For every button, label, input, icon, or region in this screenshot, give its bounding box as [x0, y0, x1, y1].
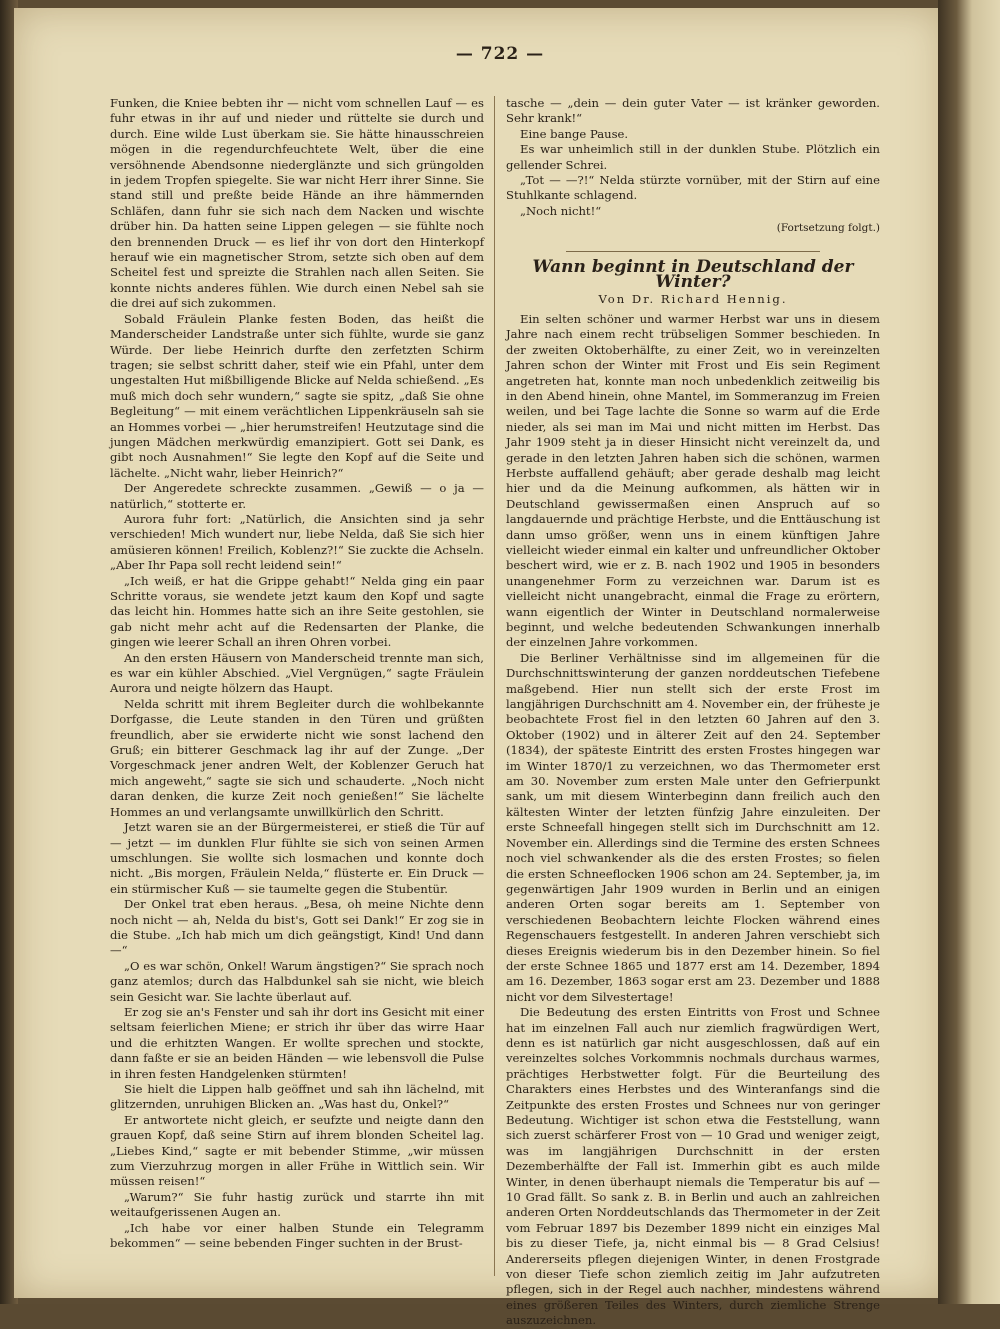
left-column	[110, 96, 484, 1276]
column-rule	[494, 96, 495, 1276]
page-number: — 722 —	[455, 44, 545, 64]
section-divider	[566, 251, 820, 252]
next-page-edge	[938, 0, 1000, 1304]
story-paragraph: Jetzt waren sie an der Bürgermeisterei, er stieß die Tür auf — jetzt — im dunklen Flur fühlte sie sich von seinen Armen umschlungen. Sie wollte sich losmachen und konnte doch nicht. „Bis morgen, Fräulein Nelda,“ flüsterte er. Ein Druck — ein stürmischer Kuß — sie taumelte gegen die Stubentür.	[110, 820, 484, 896]
story-paragraph: Funken, die Kniee bebten ihr — nicht vom schnellen Lauf — es fuhr etwas in ihr auf und nieder und rüttelte sie durch und durch. Eine wilde Lust überkam sie. Sie hätte hinausschreien mögen in die regendurchfeuchtete Welt, über die eine versöhnende Abendsonne niederglänzte und sich grüngolden in jedem Tropfen spiegelte. Sie war nicht Herr ihrer Sinne. Sie stand still und preßte beide Hände an ihre hämmernden Schläfen, dann fuhr sie sich nach dem Nacken und wischte drüber hin. Da hatten seine Lippen gelegen — sie fühlte noch den brennenden Druck — es lief ihr von dort den Hinterkopf herauf wie ein magnetischer Strom, setzte sich oben auf dem Scheitel fest und spreizte die Strahlen nach allen Seiten. Sie konnte nichts anderes fühlen. Wie durch einen Nebel sah sie die drei auf sich zukommen.	[110, 96, 484, 311]
story-paragraph: „Warum?“ Sie fuhr hastig zurück und starrte ihn mit weitaufgerissenen Augen an.	[110, 1189, 484, 1220]
story-paragraph: Aurora fuhr fort: „Natürlich, die Ansichten sind ja sehr verschieden! Mich wundert nur, liebe Nelda, daß Sie sich hier amüsieren können! Freilich, Koblenz?!“ Sie zuckte die Achseln. „Aber Ihr Papa soll recht leidend sein!“	[110, 511, 484, 573]
story-paragraph: „O es war schön, Onkel! Warum ängstigen?“ Sie sprach noch ganz atemlos; durch das Halbdunkel sah sie nicht, wie bleich sein Gesicht war. Sie lachte überlaut auf.	[110, 958, 484, 1004]
continued-note: (Fortsetzung folgt.)	[776, 222, 880, 235]
story-paragraph: Sie hielt die Lippen halb geöffnet und sah ihn lächelnd, mit glitzernden, unruhigen Blicken an. „Was hast du, Onkel?“	[110, 1082, 484, 1112]
article-paragraph: Ein selten schöner und warmer Herbst war uns in diesem Jahre nach einem recht trübseligen Sommer beschieden. In der zweiten Oktoberhälfte, zu einer Zeit, wo in vereinzelten Jahren schon der Winter mit Frost und Eis sein Regiment angetreten hat, konnte man noch unbedenklich zeitweilig bis in den Abend hinein, ohne Mantel, im Sommeranzug im Freien weilen, und bei Tage lachte die Sonne so warm auf die Erde nieder, als sei man im Mai und nicht mitten im Herbst. Das Jahr 1909 steht ja in dieser Hinsicht nicht vereinzelt da, und gerade in den letzten Jahren haben sich die schönen, warmen Herbste auffallend gehäuft; aber gerade deshalb mag leicht hier und da die Meinung aufkommen, als hätten wir in Deutschland gewissermaßen einen Anspruch auf so langdauernde und prächtige Herbste, und die Enttäuschung ist dann umso größer, wenn uns in einem künftigen Jahre vielleicht wieder einmal ein kalter und unfreundlicher Oktober beschert wird, wie er z. B. nach 1902 und 1905 in besonders unangenehmer Form zu verzeichnen war. Darum ist es vielleicht nicht unangebracht, einmal die Frage zu erörtern, wann eigentlich der Winter in Deutschland normalerweise beginnt, und welche bedeutenden Schwankungen innerhalb der einzelnen Jahre vorkommen.	[506, 311, 880, 650]
story-paragraph: „Ich weiß, er hat die Grippe gehabt!“ Nelda ging ein paar Schritte voraus, sie wendete jetzt kaum den Kopf und sagte das leicht hin. Hommes hatte sich an ihre Seite gestohlen, sie gab nicht mehr acht auf die Redensarten der Planke, die gingen wie leerer Schall an ihren Ohren vorbei.	[110, 573, 484, 650]
story-paragraph: Eine bange Pause.	[520, 126, 629, 141]
article-title: Wann beginnt in Deutschland der Winter?	[532, 256, 854, 293]
story-paragraph: An den ersten Häusern von Manderscheid trennte man sich, es war ein kühler Abschied. „Viel Vergnügen,“ sagte Fräulein Aurora und neigte hölzern das Haupt.	[110, 650, 484, 696]
story-paragraph: Er antwortete nicht gleich, er seufzte und neigte dann den grauen Kopf, daß seine Stirn auf ihrem blonden Scheitel lag. „Liebes Kind,“ sagte er mit bebender Stimme, „wir müssen zum Vierzuhrzug morgen in aller Frühe in Wittlich sein. Wir müssen reisen!“	[110, 1112, 484, 1189]
story-paragraph: „Noch nicht!“	[520, 203, 602, 218]
story-paragraph: Sobald Fräulein Planke festen Boden, das heißt die Manderscheider Landstraße unter sich fühlte, wurde sie ganz Würde. Der liebe Heinrich durfte den zerfetzten Schirm tragen; sie selbst schritt daher, steif wie ein Pfahl, unter dem ungestalten Hut mißbilligende Blicke auf Nelda schießend. „Es muß mich doch sehr wundern,“ sagte sie spitz, „daß Sie ohne Begleitung“ — mit einem verächtlichen Lippenkräuseln sah sie an Hommes vorbei — „hier herumstreifen! Heutzutage sind die jungen Mädchen merkwürdig emanzipiert. Gott sei Dank, es gibt noch Ausnahmen!“ Sie legte den Kopf auf die Seite und lächelte. „Nicht wahr, lieber Heinrich?“	[110, 311, 484, 480]
article-byline: Von Dr. Richard Hennig.	[598, 292, 788, 307]
story-paragraph: Es war unheimlich still in der dunklen Stube. Plötzlich ein gellender Schrei.	[506, 142, 880, 172]
article-paragraph: Die Berliner Verhältnisse sind im allgemeinen für die Durchschnittswinterung der ganzen norddeutschen Tiefebene maßgebend. Hier nun stellt sich der erste Frost im langjährigen Durchschnitt am 4. November ein, der früheste je beobachtete Frost fiel in den letzten 60 Jahren auf den 3. Oktober (1902) und in älterer Zeit auf den 24. September (1834), der späteste Eintritt des ersten Frostes hingegen war im Winter 1870/1 zu verzeichnen, wo das Thermometer erst am 30. November zum ersten Male unter den Gefrierpunkt sank, um mit diesem Winterbeginn dann freilich auch den kältesten Winter der letzten fünfzig Jahre einzuleiten. Der erste Schneefall hingegen stellt sich im Durchschnitt am 12. November ein. Allerdings sind die Termine des ersten Schnees noch viel schwankender als die des ersten Frostes; so fielen die ersten Schneeflocken 1906 schon am 24. September, ja, im gegenwärtigen Jahr 1909 wurden in Berlin und an einigen anderen Orten sogar bereits am 1. September von verschiedenen Beobachtern leichte Flocken während eines Regenschauers festgestellt. In anderen Jahren verschiebt sich dieses Ereignis wiederum bis in den Dezember hinein. So fiel der erste Schnee 1865 und 1877 erst am 14. Dezember, 1894 am 16. Dezember, 1863 sogar erst am 23. Dezember und 1888 nicht vor dem Silvestertage!	[506, 650, 880, 1004]
article-paragraph: Die Bedeutung des ersten Eintritts von Frost und Schnee hat im einzelnen Fall auch nur ziemlich fragwürdigen Wert, denn es ist natürlich gar nicht ausgeschlossen, daß auf ein vereinzeltes solches Vorkommnis nochmals durchaus warmes, prächtiges Herbstwetter folgt. Für die Beurteilung des Charakters eines Herbstes und des Winteranfangs sind die Zeitpunkte des ersten Frostes und Schnees nur von geringer Bedeutung. Wichtiger ist schon etwa die Feststellung, wann sich zuerst schärferer Frost von — 10 Grad und weniger zeigt, was im langjährigen Durchschnitt in der ersten Dezemberhälfte der Fall ist. Immerhin gibt es auch milde Winter, in denen überhaupt niemals die Temperatur bis auf — 10 Grad fällt. So sank z. B. in Berlin und auch an zahlreichen anderen Orten Norddeutschlands das Thermometer in der Zeit vom Februar 1897 bis Dezember 1899 nicht ein einziges Mal bis zu dieser Tiefe, ja, nicht einmal bis — 8 Grad Celsius! Andererseits pflegen diejenigen Winter, in denen Frostgrade von dieser Tiefe schon ziemlich zeitig im Jahr aufzutreten pflegen, sich in der Regel auch nachher, mindestens während eines größeren Teiles des Winters, durch ziemliche Strenge auszuzeichnen.	[506, 1005, 880, 1328]
story-paragraph: „Tot — —?!“ Nelda stürzte vornüber, mit der Stirn auf eine Stuhlkante schlagend.	[506, 173, 880, 203]
story-paragraph: Der Onkel trat eben heraus. „Besa, oh meine Nichte denn noch nicht — ah, Nelda du bist's, Gott sei Dank!“ Er zog sie in die Stube. „Ich hab mich um dich geängstigt, Kind! Und dann —“	[110, 897, 484, 958]
story-paragraph: Der Angeredete schreckte zusammen. „Gewiß — o ja — natürlich,“ stotterte er.	[110, 481, 484, 511]
story-paragraph: „Ich habe vor einer halben Stunde ein Telegramm bekommen“ — seine bebenden Finger suchten in der Brust-	[110, 1220, 484, 1251]
story-paragraph: Er zog sie an's Fenster und sah ihr dort ins Gesicht mit einer seltsam feierlichen Miene; er strich ihr über das wirre Haar und die erhitzten Wangen. Er wollte sprechen und stockte, dann faßte er sie an beiden Händen — wie lebensvoll die Pulse in ihren festen Handgelenken stürmten!	[110, 1004, 484, 1081]
story-paragraph: Nelda schritt mit ihrem Begleiter durch die wohlbekannte Dorfgasse, die Leute standen in den Türen und grüßten freundlich, aber sie erwiderte nicht wie sonst lachend den Gruß; ein bitterer Geschmack lag ihr auf der Zunge. „Der Vorgeschmack jener andren Welt, der Koblenzer Geruch hat mich angeweht,“ sagte sie sich und schauderte. „Noch nicht daran denken, die kurze Zeit noch genießen!“ Sie lächelte Hommes an und verlangsamte unwillkürlich den Schritt.	[110, 696, 484, 819]
right-column	[506, 96, 880, 1328]
story-paragraph: tasche — „dein — dein guter Vater — ist kränker geworden. Sehr krank!“	[506, 96, 880, 126]
